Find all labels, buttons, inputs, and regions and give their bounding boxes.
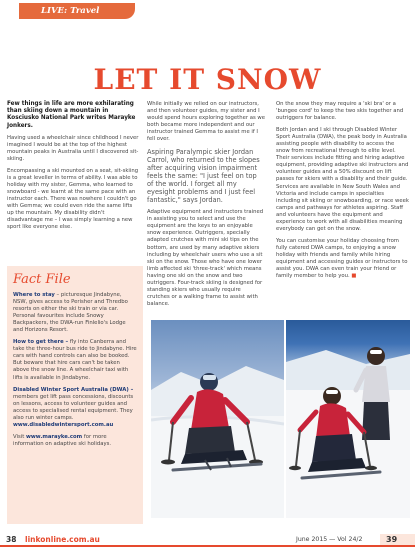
sit-skier-photo-right	[286, 320, 410, 518]
end-mark-icon: ■	[351, 273, 357, 280]
col1-paragraph: Having used a wheelchair since childhood I never imagined I would be at the top of the highest mountain peaks in Australia until I discovered sit-skiing.	[7, 134, 139, 162]
sit-skier-illustration	[151, 320, 284, 518]
section-label: LIVE: Travel	[41, 6, 100, 16]
fact-how	[13, 339, 137, 381]
marayke-link[interactable]: www.marayke.com	[25, 433, 83, 440]
sit-skier-pair-illustration	[286, 320, 410, 518]
fact-file-box	[7, 266, 143, 524]
photo-group	[151, 320, 410, 518]
col2-quote: Aspiring Paralympic skier Jordan Carrol, who returned to the slopes after acquiring vision impairment feels the same: "I just feel on top of the world. I forget all my eyesight problems and I just feel fantastic," says Jordan.	[147, 148, 260, 205]
column-2	[147, 101, 265, 313]
lede: Few things in life are more exhilarating than skiing down a mountain in Kosciusko National Park writes Marayke Jonkers.	[7, 101, 136, 129]
col3-last-text: You can customise your holiday choosing from fully catered DWA camps, to enjoying a snow holiday with friends and family while hiring equipment and accessing guides or instructors to assist you. DWA can even train your friend or family member to help you.	[276, 237, 408, 280]
col3-paragraph	[276, 238, 409, 280]
col3-paragraph: On the snow they may require a 'ski bra' or a 'bungee cord' to keep the two skis together and outriggers for balance.	[276, 101, 404, 122]
fact-file-title: Fact File	[13, 272, 71, 287]
fact-visit	[13, 434, 137, 448]
page-footer	[0, 528, 415, 556]
site-url[interactable]: linkonline.com.au	[25, 535, 100, 544]
fact-dwa-head: Disabled Winter Sport Australia (DWA) –	[13, 386, 134, 393]
fact-where	[13, 292, 137, 334]
column-3	[276, 101, 409, 285]
col2-paragraph: While initially we relied on our instructors, and then volunteer guides, my sister and I would spend hours exploring together as we both became more independent and our instructor trained Gemma to assist me if I fell over.	[147, 101, 266, 143]
column-1	[7, 101, 140, 236]
sit-skier-photo-left	[151, 320, 284, 518]
fact-where-text: – picturesque Jindabyne, NSW, gives access to Perisher and Thredbo resorts on either the ski train or via car. Personal favourites include Snowy Backpackers, the DWA-run Finlelio's Lodge and Horizons Resort.	[13, 292, 128, 334]
fact-where-head: Where to stay	[13, 292, 55, 298]
issue-info: June 2015 — Vol 24/2	[296, 536, 363, 543]
page-number-left: 38	[6, 535, 17, 544]
dwa-link[interactable]: www.disabledwintersport.com.au	[13, 421, 114, 428]
fact-visit-suffix: for more information on adaptive ski holidays.	[13, 433, 112, 447]
col1-paragraph: Encompassing a ski mounted on a seat, sit-skiing is a great leveller in terms of ability. I was able to holiday with my sister, Gemma, who learned to snowboard - we learnt at the same pace with an instructor each. There was nowhere I couldn't go with Gemma; we could even ride the same lifts up the mountain. My disability didn't disadvantage me – I was simply learning a new sport like everyone else.	[7, 168, 139, 231]
col2-paragraph: Adaptive equipment and instructors trained in assisting you to select and use the equipment are the keys to an enjoyable snow experience. Outriggers, specially adapted crutches with mini ski tips on the bottom, are used by many adaptive skiers including by wheelchair users who use a sit ski on the snow. Those who have one lower limb affected ski 'three-track' which means having one ski on the snow and two outriggers. Four-track skiing is designed for standing skiers who usually require crutches or a walking frame to assist with balance.	[147, 209, 264, 307]
section-tab	[19, 3, 135, 19]
fact-dwa-text: members get lift pass concessions, discounts on lessons, access to volunteer guides and access to specialised rental equipment. They also run winter camps.	[13, 393, 134, 421]
fact-how-head: How to get there –	[13, 339, 69, 346]
fact-visit-prefix: Visit	[13, 433, 26, 440]
col3-paragraph: Both Jordan and I ski through Disabled Winter Sport Australia (DWA), the peak body in Australia assisting people with disability to access the snow from recreational through to elite level. Their services include fitting and hiring adaptive equipment, providing adaptive ski instructors and volunteer guides and a 50% discount on lift passes for skiers with a disability and their guide. Services are available in New South Wales and Victoria and include camps in specialties including sit skiing or snowboarding, or race week camps and pathways for athletes aspiring. Staff and volunteers have the equipment and experience to work with all disabilities meaning everybody can get on the snow.	[276, 127, 409, 232]
page-number-right: 39	[386, 535, 398, 544]
fact-dwa	[13, 387, 137, 429]
fact-how-text: fly into Canberra and take the three-hour bus ride to Jindabyne. Hire cars with hand controls can also be booked. But beware that hire cars can't be taken above the snow line. A wheelchair taxi with lifts is available in Jindabyne.	[13, 339, 137, 381]
headline: LET IT SNOW	[93, 63, 322, 96]
